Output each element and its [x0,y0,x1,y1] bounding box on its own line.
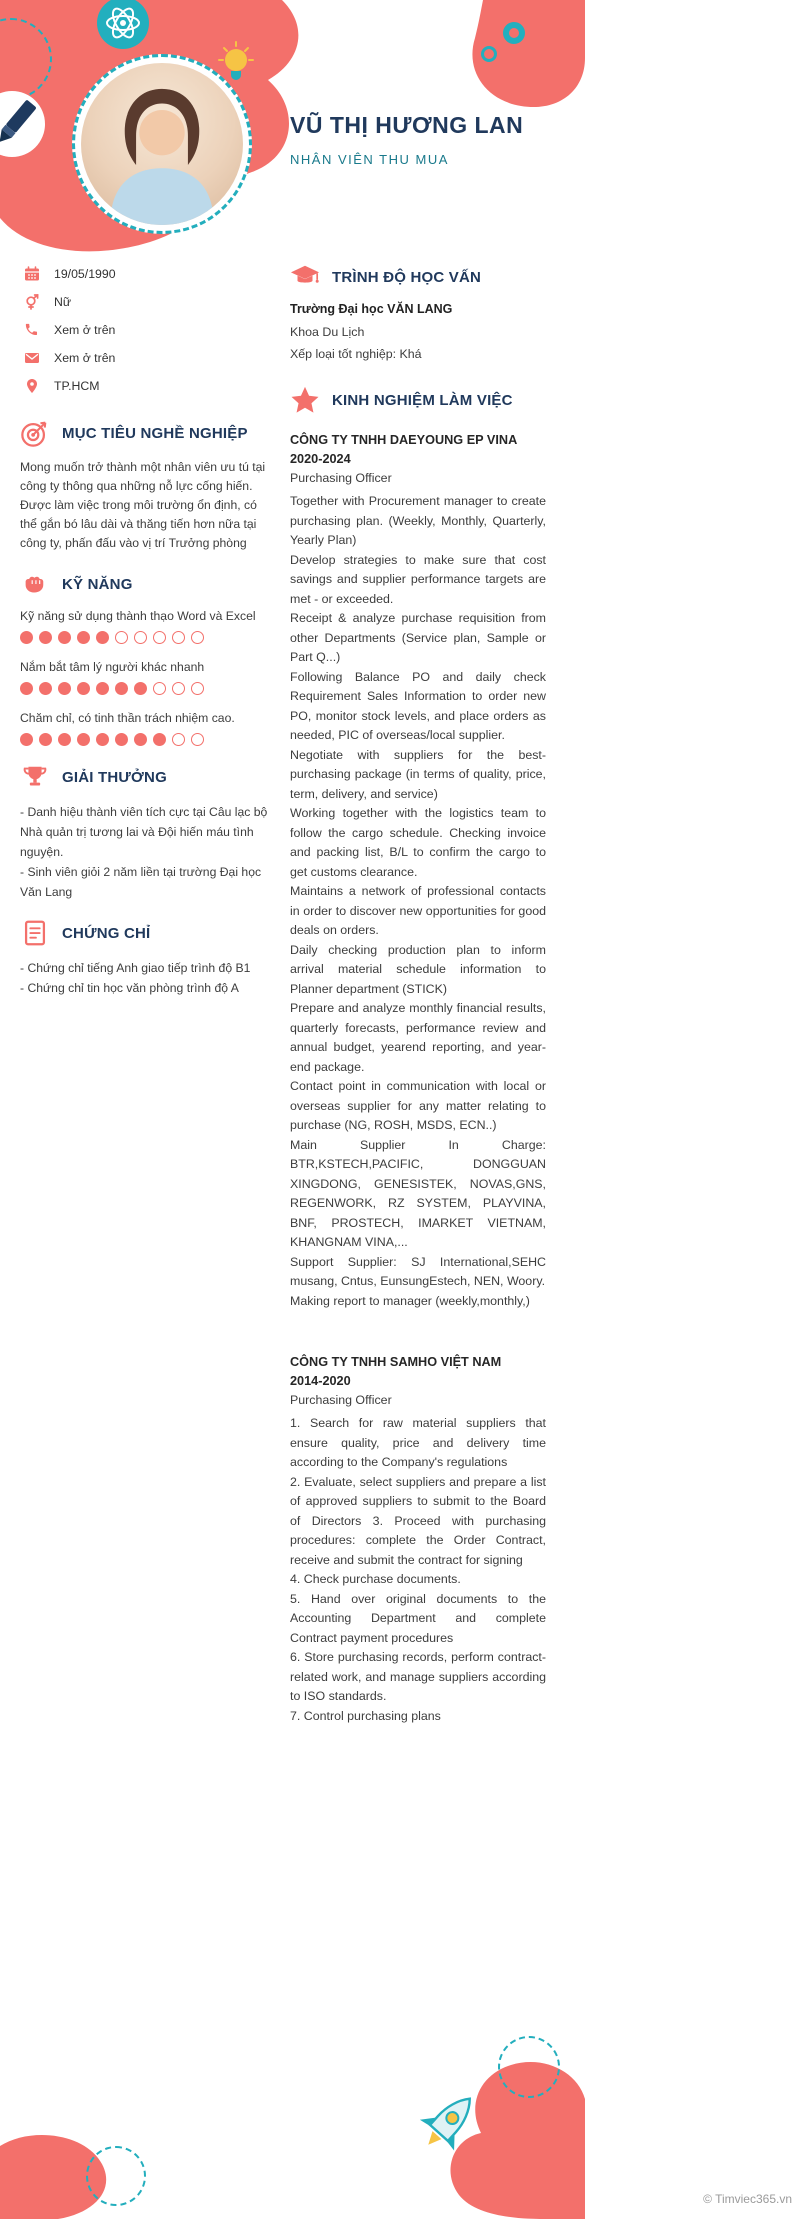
skill-dot [134,733,147,746]
info-row-location [24,378,116,394]
skill-rating [20,631,274,644]
skill-label: Chăm chỉ, có tinh thần trách nhiệm cao. [20,711,235,725]
location-icon [24,378,40,394]
phone-value: Xem ở trên [54,323,116,337]
job-details-list [290,492,546,1311]
skill-rating [20,733,274,746]
skill-dot [115,682,128,695]
info-row-phone [24,322,116,338]
job-detail: 4. Check purchase documents. [290,1572,461,1586]
education-faculty: Khoa Du Lịch [290,325,365,339]
certificates-list [20,958,274,998]
certificate-icon [20,918,50,948]
job-detail: 1. Search for raw material suppliers that ensure quality, price and delivery time according to the Company's regulations [290,1416,546,1469]
skill-label: Kỹ năng sử dụng thành thạo Word và Excel [20,609,256,623]
skill-dot [172,682,185,695]
fist-icon [20,569,50,599]
skill-dot [58,682,71,695]
skills-heading-row [20,569,274,599]
job-entry [290,1353,546,1726]
skill-dot [153,682,166,695]
awards-list [20,802,274,902]
trophy-icon [20,762,50,792]
atom-icon [96,0,150,50]
skill-dot [153,631,166,644]
skill-dot [77,631,90,644]
skills-heading: KỸ NĂNG [62,575,133,593]
gender-value: Nữ [54,295,72,309]
section-awards [20,762,274,902]
skill-dot [96,631,109,644]
info-row-gender [24,294,116,310]
skill-dot [96,733,109,746]
job-company: CÔNG TY TNHH DAEYOUNG EP VINA [290,433,518,447]
job-detail: Receipt & analyze purchase requisition from other Departments (Service plan, Sample or Part Q...) [290,611,546,664]
skill-dot [115,733,128,746]
objective-body: Mong muốn trở thành một nhân viên ưu tú tại công ty thông qua những nỗ lực cống hiến. Được làm việc trong môi trường ổn định, có thể gắn bó lâu dài và thăng tiến hơn nữa tại công ty, phấn đấu vào vị trí Trưởng phòng [20,460,266,550]
award-line: - Sinh viên giỏi 2 năm liền tại trường Đại học Văn Lang [20,865,262,899]
job-detail: Main Supplier In Charge: BTR,KSTECH,PACIFIC, DONGGUAN XINGDONG, GENESISTEK, NOVAS,GNS, REGENWORK, RZ SYSTEM, PLAYVINA, BNF, PROSTECH, IMARKET VIETNAM, KHANGNAM VINA,... [290,1137,546,1249]
section-experience [290,385,546,1726]
personal-info [24,266,116,394]
skill-dot [134,682,147,695]
skill-item [20,609,274,644]
awards-heading: GIẢI THƯỞNG [62,768,167,786]
info-row-birthday [24,266,116,282]
skill-dot [191,631,204,644]
job-detail: Working together with the logistics team to follow the cargo schedule. Checking invoice and packing list, B/L to confirm the cargo to get customs clearance. [290,806,546,879]
graduation-cap-icon [290,262,320,292]
job-detail: Prepare and analyze monthly financial results, quarterly forecasts, performance review and annual budget, yearend reporting, and year-end package. [290,1001,546,1074]
education-grade: Xếp loại tốt nghiệp: Khá [290,347,422,361]
teal-ring-small [481,46,497,62]
pencil-icon [0,88,54,160]
skill-dot [58,733,71,746]
job-detail: Contact point in communication with local or overseas supplier for any matter relating to purchase (NG, ROSH, MSDS, ECN..) [290,1079,546,1132]
certificates-heading-row [20,918,274,948]
skill-dot [191,733,204,746]
teal-ring-large [503,22,525,44]
award-line: - Danh hiệu thành viên tích cực tại Câu lạc bộ Nhà quản trị tương lai và Đội hiến máu tình nguyện. [20,805,268,859]
skill-dot [172,733,185,746]
job-period: 2014-2020 [290,1374,351,1388]
top-right-blob [455,0,585,118]
person-title: NHÂN VIÊN THU MUA [290,152,449,167]
right-column [290,262,546,1742]
copyright: © Timviec365.vn [703,2192,792,2206]
job-period: 2020-2024 [290,452,351,466]
job-detail: Daily checking production plan to inform arrival material schedule information to Planner department (STICK) [290,942,546,996]
job-entry [290,431,546,1311]
skill-item [20,660,274,695]
experience-heading-row [290,385,546,415]
birthday-value: 19/05/1990 [54,267,116,281]
job-detail: Following Balance PO and daily check Requirement Sales Information to order new PO, monitor stock levels, and place orders as needed, PIC of overseas/local supplier. [290,669,546,742]
job-detail: Support Supplier: SJ International,SEHC musang, Cntus, EunsungEstech, NEN, Woory. [290,1254,546,1288]
job-role: Purchasing Officer [290,1393,392,1407]
skill-dot [20,631,33,644]
profile-photo-image [81,63,243,225]
job-details-list [290,1414,546,1726]
job-detail: 5. Hand over original documents to the Accounting Department and complete Contract payment procedures [290,1591,546,1645]
skill-dot [58,631,71,644]
left-column [20,418,274,1014]
experience-heading: KINH NGHIỆM LÀM VIỆC [332,391,513,409]
certificates-heading: CHỨNG CHỈ [62,924,151,942]
dashed-circle-bottom-left [86,2146,146,2206]
skill-dot [172,631,185,644]
star-icon [290,385,320,415]
section-education [290,262,546,361]
skill-dot [96,682,109,695]
email-value: Xem ở trên [54,351,116,365]
objective-heading-row [20,418,274,448]
skill-dot [153,733,166,746]
job-detail: Develop strategies to make sure that cost savings and supplier performance targets are met - or exceeded. [290,552,546,606]
skill-dot [20,733,33,746]
person-name: VŨ THỊ HƯƠNG LAN [290,112,524,138]
skill-label: Nắm bắt tâm lý người khác nhanh [20,660,205,674]
header [290,112,523,167]
dashed-circle-bottom-right [498,2036,560,2098]
job-detail: Maintains a network of professional contacts in order to discover new opportunities for good deals on orders. [290,884,546,937]
location-value: TP.HCM [54,379,100,393]
education-heading: TRÌNH ĐỘ HỌC VẤN [332,268,482,286]
education-school: Trường Đại học VĂN LANG [290,302,453,316]
email-icon [24,350,40,366]
section-skills [20,569,274,746]
certificate-line: - Chứng chỉ tin học văn phòng trình độ A [20,981,239,995]
awards-heading-row [20,762,274,792]
target-icon [20,418,50,448]
job-detail: Making report to manager (weekly,monthly,) [290,1293,530,1308]
job-detail: Negotiate with suppliers for the best-purchasing package (in terms of quality, price, term, delivery, and service) [290,747,546,801]
section-certificates [20,918,274,998]
job-detail: 2. Evaluate, select suppliers and prepare a list of approved suppliers to submit to the Board of Directors 3. Proceed with purchasing procedures: complete the Order Contract, receive and submit the contract for signing [290,1474,546,1567]
info-row-email [24,350,116,366]
rocket-icon [405,2082,489,2166]
skill-dot [77,733,90,746]
skill-item [20,711,274,746]
section-objective [20,418,274,553]
objective-heading: MỤC TIÊU NGHỀ NGHIỆP [62,424,248,442]
skill-dot [115,631,128,644]
certificate-line: - Chứng chỉ tiếng Anh giao tiếp trình độ B1 [20,961,251,975]
gender-icon [24,294,40,310]
job-role: Purchasing Officer [290,471,392,485]
skill-dot [39,733,52,746]
phone-icon [24,322,40,338]
job-company: CÔNG TY TNHH SAMHO VIỆT NAM [290,1355,502,1369]
education-heading-row [290,262,546,292]
skill-dot [134,631,147,644]
skill-dot [39,682,52,695]
job-detail: 7. Control purchasing plans [290,1708,441,1723]
skill-dot [77,682,90,695]
profile-photo [72,54,252,234]
skill-dot [191,682,204,695]
skill-dot [20,682,33,695]
calendar-icon [24,266,40,282]
job-detail: Together with Procurement manager to create purchasing plan. (Weekly, Monthly, Quarterly, Yearly Plan) [290,494,546,547]
skill-rating [20,682,274,695]
skill-dot [39,631,52,644]
job-detail: 6. Store purchasing records, perform contract-related work, and manage suppliers according to ISO standards. [290,1650,546,1703]
